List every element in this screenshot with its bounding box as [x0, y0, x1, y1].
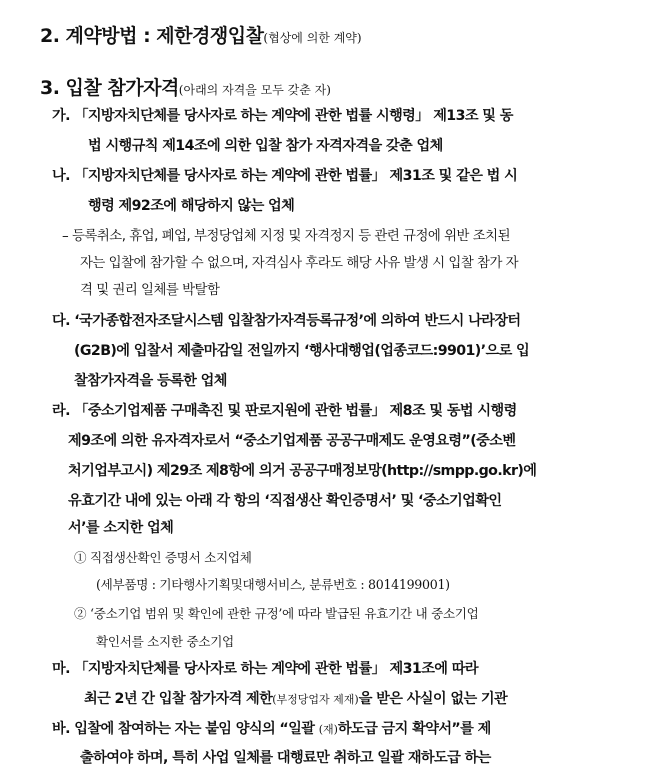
item-ra-line-4: 유효기간 내에 있는 아래 각 항의 ‘직접생산 확인증명서’ 및 ‘중소기업확인 — [68, 493, 502, 509]
item-ma-line-1: 마. 「지방자치단체를 당사자로 하는 계약에 관한 법률」 제31조에 따라 — [52, 661, 478, 677]
item-ba-line-1 — [52, 719, 491, 740]
dash-note-line-1: – 등록취소, 휴업, 폐업, 부정당업체 지정 및 자격정지 등 관련 규정에 위반 조치된 — [62, 229, 511, 244]
item-ga-line-1: 가. 「지방자치단체를 당사자로 하는 계약에 관한 법률 시행령」 제13조 및 동 — [52, 108, 513, 124]
item-ga-line-2: 법 시행규칙 제14조에 의한 입찰 참가 자격자격을 갖춘 업체 — [88, 138, 443, 154]
ma-line-2-text-b: 을 받은 사실이 없는 기관 — [358, 691, 508, 707]
item-ma-line-2 — [84, 689, 507, 710]
ba-line-1-text-a: 바. 입찰에 참여하는 자는 붙임 양식의 “일괄 — [52, 721, 319, 737]
item-ra-line-3: 처기업부고시) 제29조 제8항에 의거 공공구매정보망(http://smpp.go.kr)에 — [68, 463, 537, 479]
ba-line-1-text-b: 하도급 금지 확약서”를 제 — [337, 721, 491, 737]
item-da-line-2: (G2B)에 입찰서 제출마감일 전일까지 ‘행사대행업(업종코드:9901)’으로 입 — [74, 343, 530, 359]
item-da-line-3: 찰참가자격을 등록한 업체 — [74, 373, 227, 389]
dash-note-line-2: 자는 입찰에 참가할 수 없으며, 자격심사 후라도 해당 사유 발생 시 입찰 참가 자 — [80, 256, 519, 271]
ra-sub-2-line-1: ② ‘중소기업 범위 및 확인에 관한 규정’에 따라 발급된 유효기간 내 중소기업 — [74, 606, 479, 621]
item-na-line-2: 행령 제92조에 해당하지 않는 업체 — [88, 198, 295, 214]
ra-sub-2-line-2: 확인서를 소지한 중소기업 — [96, 634, 234, 649]
ba-line-1-note: (재) — [318, 723, 338, 736]
dash-note-line-3: 격 및 권리 일체를 박탈함 — [80, 283, 220, 298]
item-da-line-1: 다. ‘국가종합전자조달시스템 입찰참가자격등록규정’에 의하여 반드시 나라장터 — [52, 313, 521, 329]
item-na-line-1: 나. 「지방자치단체를 당사자로 하는 계약에 관한 법률」 제31조 및 같은 법 시 — [52, 168, 518, 184]
ma-line-2-note: (부정당업자 제재) — [272, 693, 359, 706]
section-2-title: 2. 계약방법 : 제한경쟁입찰 — [40, 25, 264, 47]
section-3-note: (아래의 자격을 모두 갖춘 자) — [178, 83, 331, 97]
section-3-title: 3. 입찰 참가자격 — [40, 77, 179, 99]
ma-line-2-text-a: 최근 2년 간 입찰 참가자격 제한 — [84, 691, 273, 707]
item-ra-line-5: 서’를 소지한 업체 — [68, 520, 174, 536]
item-ba-line-2: 출하여야 하며, 특히 사업 일체를 대행료만 취하고 일괄 재하도급 하는 — [80, 750, 491, 766]
ra-sub-1-line-2: (세부품명 : 기타행사기획및대행서비스, 분류번호 : 8014199001) — [96, 577, 450, 592]
item-ra-line-2: 제9조에 의한 유자격자로서 “중소기업제품 공공구매제도 운영요령”(중소벤 — [68, 433, 516, 449]
section-3-heading — [40, 73, 331, 100]
section-2-note: (협상에 의한 계약) — [263, 31, 362, 45]
item-ra-line-1: 라. 「중소기업제품 구매촉진 및 판로지원에 관한 법률」 제8조 및 동법 시행령 — [52, 403, 517, 419]
section-2-heading — [40, 21, 362, 48]
ra-sub-1-line-1: ① 직접생산확인 증명서 소지업체 — [74, 550, 252, 565]
